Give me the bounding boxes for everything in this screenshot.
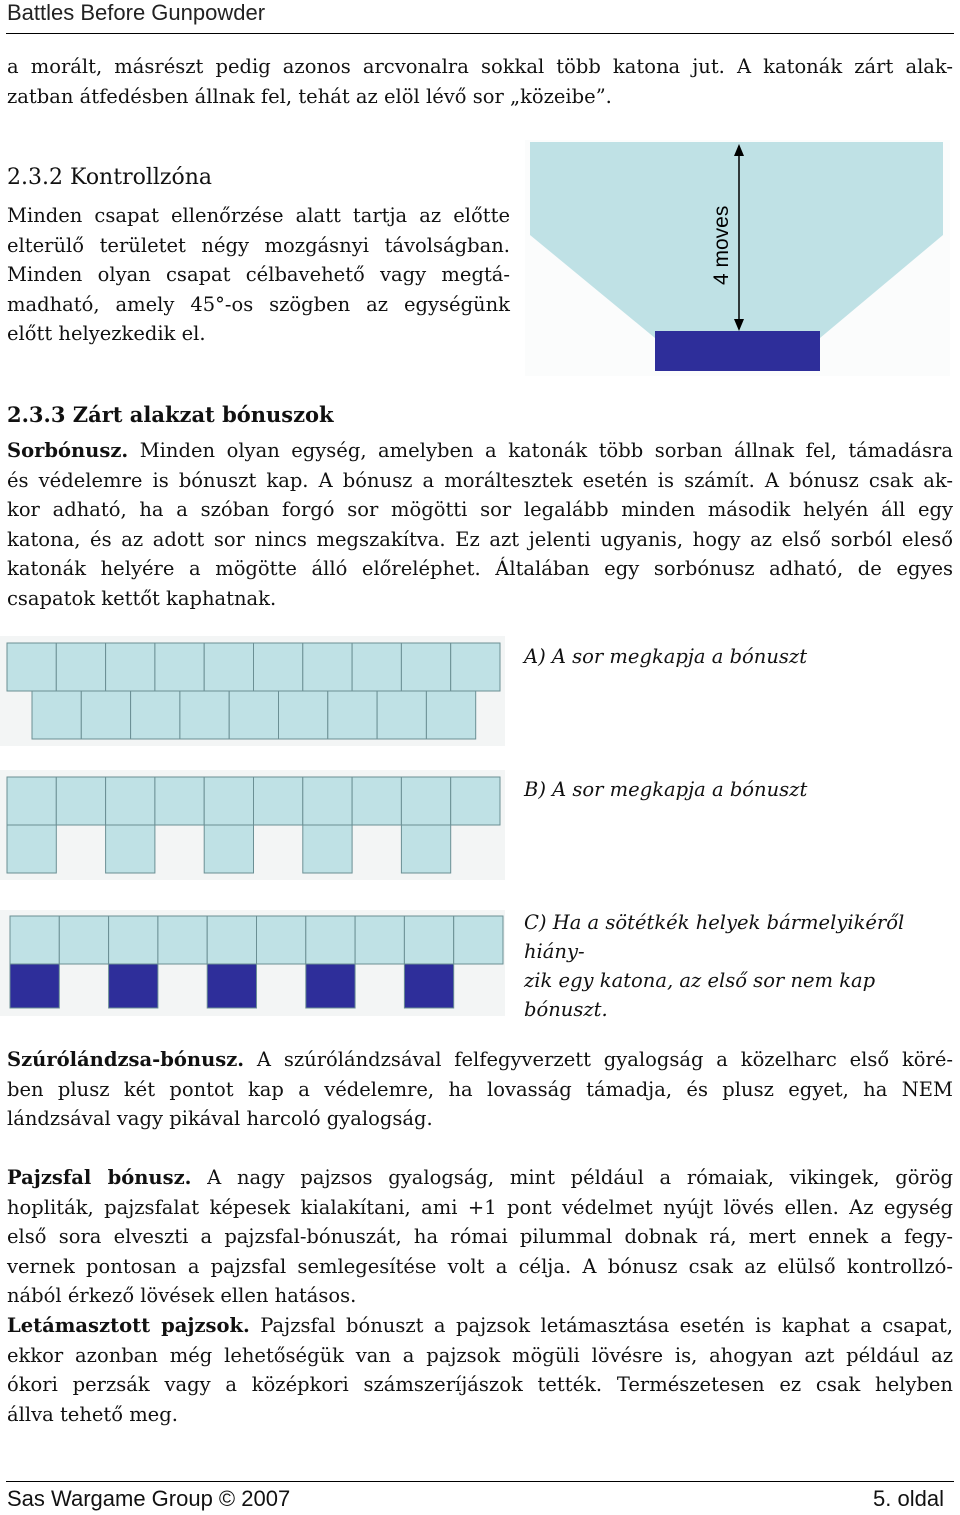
front-rank-soldier bbox=[254, 777, 303, 825]
szurolandzsa-line bbox=[7, 1045, 953, 1075]
rear-rank-soldier bbox=[131, 691, 180, 739]
rear-rank-soldier bbox=[328, 691, 377, 739]
front-rank-soldier bbox=[59, 916, 108, 964]
letamasztott-term: Letámasztott pajzsok. bbox=[7, 1313, 250, 1337]
rear-rank-soldier bbox=[401, 825, 450, 873]
control-zone-figure bbox=[525, 140, 950, 376]
front-rank-soldier bbox=[401, 777, 450, 825]
letamasztott-line: ókori perzsák vagy a középkori számszeríjászok tették. Természetesen ez csak helyben bbox=[7, 1373, 953, 1397]
front-rank-soldier bbox=[106, 777, 155, 825]
front-rank-soldier bbox=[352, 777, 401, 825]
front-rank-soldier bbox=[404, 916, 453, 964]
page-number: 5. oldal bbox=[873, 1486, 944, 1511]
rear-rank-soldier bbox=[377, 691, 426, 739]
unit-block bbox=[655, 331, 820, 371]
section-heading-232: 2.3.2 Kontrollzóna bbox=[7, 165, 213, 190]
required-rear-soldier bbox=[404, 964, 453, 1008]
front-rank-soldier bbox=[204, 777, 253, 825]
sorbonusz-line: kor adható, ha a szóban forgó sor mögötti sor legalább minden második helyén áll egy bbox=[7, 498, 953, 522]
front-rank-soldier bbox=[303, 643, 352, 691]
front-rank-soldier bbox=[204, 643, 253, 691]
front-rank-soldier bbox=[355, 916, 404, 964]
letamasztott-text: Pajzsfal bónuszt a pajzsok letámasztása esetén is kaphat a csapat, bbox=[249, 1313, 953, 1337]
szurolandzsa-line: lándzsával vagy pikával harcoló gyalogság. bbox=[7, 1107, 433, 1131]
sorbonusz-line: csapatok kettőt kaphatnak. bbox=[7, 586, 277, 610]
caption-line: B) A sor megkapja a bónuszt bbox=[524, 778, 808, 801]
rear-rank-soldier bbox=[81, 691, 130, 739]
pajzsfal-line bbox=[7, 1163, 953, 1193]
front-rank-soldier bbox=[303, 777, 352, 825]
intro-line: zatban átfedésben állnak fel, tehát az elöl lévő sor „közeibe”. bbox=[7, 84, 612, 108]
rear-rank-soldier bbox=[180, 691, 229, 739]
caption-line: zik egy katona, az első sor nem kap bónuszt. bbox=[524, 969, 876, 1021]
szurolandzsa-text: A szúrólándzsával felfegyverzett gyalogság a közelharc első köré- bbox=[244, 1048, 953, 1071]
sorbonusz-paragraph bbox=[7, 436, 953, 614]
required-rear-soldier bbox=[10, 964, 59, 1008]
sorbonusz-line: és védelemre is bónuszt kap. A bónusz a moráltesztek esetén is számít. A bónusz csak ak- bbox=[7, 468, 953, 492]
pajzsfal-line: nából érkező lövések ellen hatásos. bbox=[7, 1284, 357, 1308]
diagram-a-caption bbox=[524, 642, 807, 671]
front-rank-soldier bbox=[257, 916, 306, 964]
pajzsfal-line: vernek pontosan a pajzsfal semlegesítése volt a célja. A bónusz csak az elülső kontrollzó- bbox=[7, 1254, 953, 1278]
section-heading-233: 2.3.3 Zárt alakzat bónuszok bbox=[7, 402, 334, 427]
front-rank-soldier bbox=[352, 643, 401, 691]
rear-rank-soldier bbox=[7, 825, 56, 873]
letamasztott-line bbox=[7, 1311, 953, 1341]
front-rank-soldier bbox=[207, 916, 256, 964]
front-rank-soldier bbox=[158, 916, 207, 964]
front-rank-soldier bbox=[56, 643, 105, 691]
diagram-c-caption bbox=[524, 908, 960, 1024]
front-rank-soldier bbox=[306, 916, 355, 964]
letamasztott-line: állva tehető meg. bbox=[7, 1402, 178, 1426]
required-rear-soldier bbox=[109, 964, 158, 1008]
rear-rank-soldier bbox=[106, 825, 155, 873]
rear-rank-soldier bbox=[426, 691, 475, 739]
front-rank-soldier bbox=[155, 643, 204, 691]
footer-copyright: Sas Wargame Group © 2007 bbox=[7, 1486, 291, 1511]
control-zone-paragraph bbox=[7, 201, 510, 349]
intro-paragraph bbox=[7, 52, 953, 111]
pajzsfal-section bbox=[7, 1163, 953, 1429]
control-zone-line: előtt helyezkedik el. bbox=[7, 322, 206, 346]
intro-line: a morált, másrészt pedig azonos arcvonalra sokkal több katona jut. A katonák zárt alak- bbox=[7, 55, 953, 78]
caption-line: A) A sor megkapja a bónuszt bbox=[524, 645, 808, 668]
front-rank-soldier bbox=[451, 777, 500, 825]
front-rank-soldier bbox=[106, 643, 155, 691]
front-rank-soldier bbox=[109, 916, 158, 964]
pajzsfal-term: Pajzsfal bónusz. bbox=[7, 1166, 192, 1189]
szurolandzsa-term: Szúrólándzsa-bónusz. bbox=[7, 1048, 245, 1071]
formation-diagram-a bbox=[0, 636, 510, 748]
diagram-b-caption bbox=[524, 775, 807, 804]
header-rule bbox=[6, 33, 954, 34]
caption-line: C) Ha a sötétkék helyek bármelyikéről hiány- bbox=[524, 911, 905, 963]
formation-diagram-b bbox=[0, 770, 510, 882]
front-rank-soldier bbox=[7, 643, 56, 691]
rear-rank-soldier bbox=[279, 691, 328, 739]
front-rank-soldier bbox=[10, 916, 59, 964]
sorbonusz-term: Sorbónusz. bbox=[7, 439, 129, 462]
rear-rank-soldier bbox=[32, 691, 81, 739]
control-zone-line: madható, amely 45°-os szögben az egységünk bbox=[7, 292, 510, 316]
sorbonusz-text: Minden olyan egység, amelyben a katonák több sorban állnak fel, támadásra bbox=[128, 439, 953, 462]
front-rank-soldier bbox=[451, 643, 500, 691]
letamasztott-line: ekkor azonban még lehetőségük van a pajzsok mögüli lövésre is, ahogyan azt például az bbox=[7, 1343, 953, 1367]
szurolandzsa-line: ben plusz két pontot kap a védelemre, ha lovasság támadja, és plusz egyet, ha NEM bbox=[7, 1077, 953, 1101]
sorbonusz-line bbox=[7, 436, 953, 466]
rear-rank-soldier bbox=[303, 825, 352, 873]
pajzsfal-text: A nagy pajzsos gyalogság, mint például a rómaiak, vikingek, görög bbox=[191, 1166, 953, 1189]
front-rank-soldier bbox=[7, 777, 56, 825]
distance-label: 4 moves bbox=[710, 205, 733, 285]
sorbonusz-line: katona, és az adott sor nincs megszakítva. Ez azt jelenti ugyanis, hogy az első sorból eleső bbox=[7, 527, 953, 551]
rear-rank-soldier bbox=[204, 825, 253, 873]
front-rank-soldier bbox=[254, 643, 303, 691]
front-rank-soldier bbox=[454, 916, 503, 964]
control-zone-line: Minden olyan csapat célbavehető vagy megtá- bbox=[7, 263, 510, 287]
required-rear-soldier bbox=[207, 964, 256, 1008]
front-rank-soldier bbox=[56, 777, 105, 825]
footer-rule bbox=[6, 1481, 954, 1482]
control-zone-line: Minden csapat ellenőrzése alatt tartja az előtte bbox=[7, 204, 510, 227]
front-rank-soldier bbox=[155, 777, 204, 825]
control-zone-line: elterülő területet négy mozgásnyi távolságban. bbox=[7, 233, 510, 257]
szurolandzsa-paragraph bbox=[7, 1045, 953, 1134]
running-title: Battles Before Gunpowder bbox=[7, 0, 266, 25]
pajzsfal-line: első sora elveszti a pajzsfal-bónuszát, ha római pilummal dobnak rá, mert ennek a fegy- bbox=[7, 1225, 953, 1249]
formation-diagram-c bbox=[0, 910, 510, 1018]
sorbonusz-line: katonák helyére a mögötte álló előreléphet. Általában egy sorbónusz adható, de egyes bbox=[7, 557, 953, 581]
front-rank-soldier bbox=[401, 643, 450, 691]
required-rear-soldier bbox=[306, 964, 355, 1008]
rear-rank-soldier bbox=[229, 691, 278, 739]
pajzsfal-line: hopliták, pajzsfalat képesek kialakítani, ami +1 pont védelmet nyújt lövés ellen. Az egység bbox=[7, 1195, 953, 1219]
